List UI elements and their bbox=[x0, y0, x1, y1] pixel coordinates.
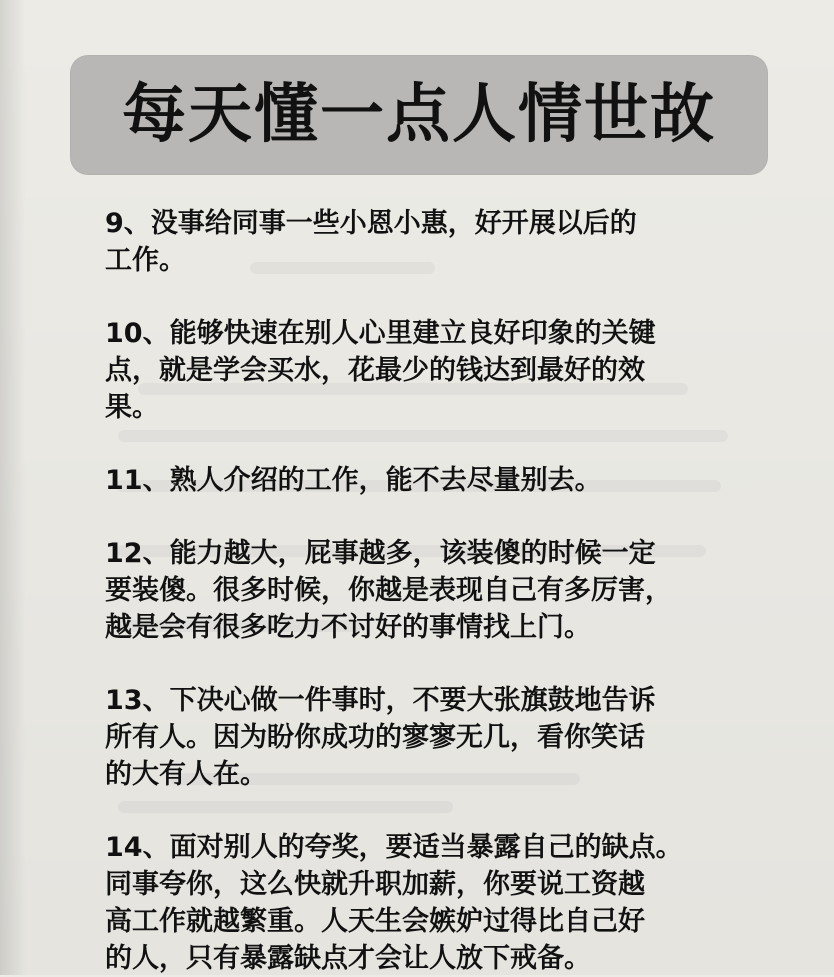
advice-item-14: 14、面对别人的夸奖，要适当暴露自己的缺点。 同事夸你，这么快就升职加薪，你要说工资越 高工作就越繁重。人天生会嫉妒过得比自己好 的人，只有暴露缺点才会让人放下戒备。 bbox=[105, 832, 683, 974]
advice-item-13: 13、下决心做一件事时，不要大张旗鼓地告诉 所有人。因为盼你成功的寥寥无几，看你笑话 的大有人在。 bbox=[105, 685, 656, 790]
advice-item-11: 11、熟人介绍的工作，能不去尽量别去。 bbox=[105, 465, 602, 496]
advice-item-12: 12、能力越大，屁事越多，该装傻的时候一定 要装傻。很多时候，你越是表现自己有多厉害， 越是会有很多吃力不讨好的事情找上门。 bbox=[105, 538, 672, 643]
advice-item-9: 9、没事给同事一些小恩小惠，好开展以后的 工作。 bbox=[105, 208, 637, 276]
advice-item-10: 10、能够快速在别人心里建立良好印象的关键 点，就是学会买水，花最少的钱达到最好的效 果。 bbox=[105, 318, 656, 423]
advice-list bbox=[105, 205, 715, 977]
page-title: 每天懂一点人情世故 bbox=[122, 78, 716, 152]
title-banner bbox=[70, 55, 768, 175]
